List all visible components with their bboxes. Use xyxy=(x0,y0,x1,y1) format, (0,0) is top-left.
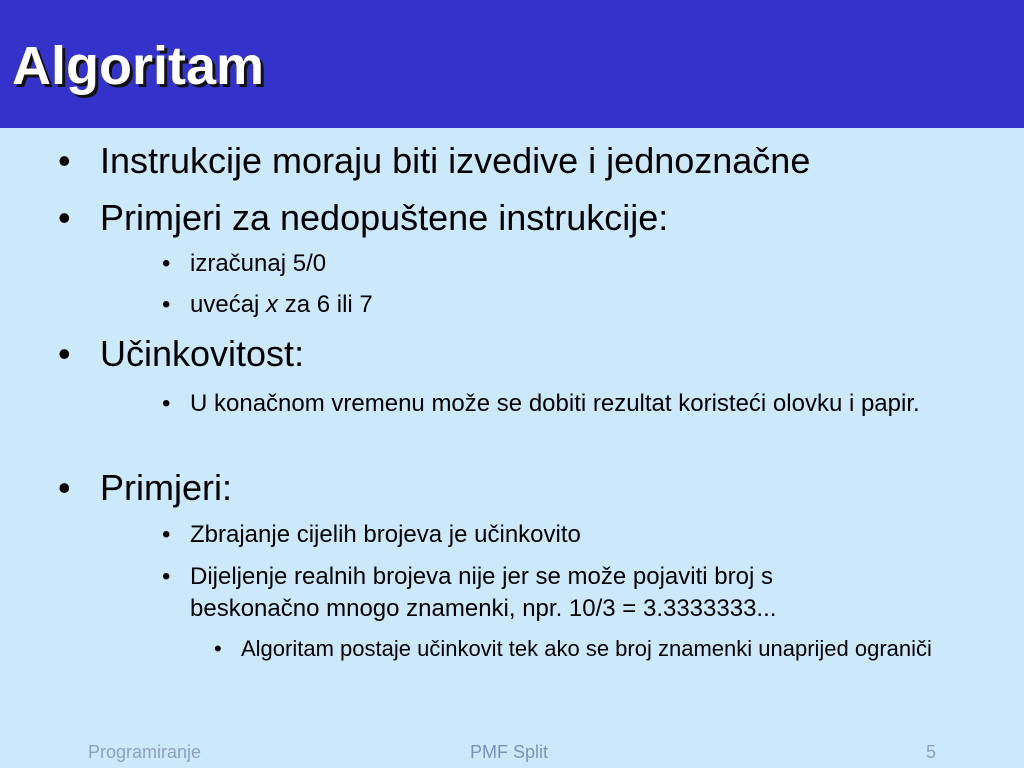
bullet-dot: • xyxy=(162,250,171,277)
bullet-dot: • xyxy=(162,563,171,590)
sub-bullet-text xyxy=(190,289,373,321)
bullet-dot: • xyxy=(214,636,222,661)
bullet-text: Primjeri za nedopuštene instrukcije: xyxy=(100,197,669,238)
bullet-text: Primjeri: xyxy=(100,467,232,508)
sub-bullet-item xyxy=(162,561,882,625)
sub-bullet-item xyxy=(162,248,992,280)
bullet-dot: • xyxy=(162,521,171,548)
bullet-dot: • xyxy=(58,140,71,181)
sub-bullet-text: izračunaj 5/0 xyxy=(190,250,327,277)
bullet-item xyxy=(58,140,978,182)
bullet-text: Instrukcije moraju biti izvedive i jednoznačne xyxy=(100,140,811,181)
sub-sub-bullet-item xyxy=(214,634,964,664)
bullet-text: Učinkovitost: xyxy=(100,333,305,374)
bullet-dot: • xyxy=(162,291,171,318)
bullet-dot: • xyxy=(58,197,71,238)
bullet-item xyxy=(58,467,978,509)
text-part: uvećaj xyxy=(190,291,267,318)
text-part: za 6 ili 7 xyxy=(278,291,373,318)
bullet-dot: • xyxy=(58,467,71,508)
title-bar xyxy=(0,0,1024,128)
footer-institution: PMF Split xyxy=(470,742,549,762)
footer-page-number: 5 xyxy=(926,742,937,762)
bullet-item xyxy=(58,333,978,375)
bullet-dot: • xyxy=(58,333,71,374)
bullet-item xyxy=(58,197,978,239)
sub-sub-bullet-text: Algoritam postaje učinkovit tek ako se broj znamenki unaprijed ograniči xyxy=(241,636,932,661)
slide-title: Algoritam xyxy=(12,36,265,96)
sub-bullet-text: Zbrajanje cijelih brojeva je učinkovito xyxy=(190,521,581,548)
sub-bullet-item xyxy=(162,519,992,551)
sub-bullet-item xyxy=(162,289,992,321)
variable-x: x xyxy=(266,291,279,318)
bullet-dot: • xyxy=(162,390,171,417)
sub-bullet-text: U konačnom vremenu može se dobiti rezultat koristeći olovku i papir. xyxy=(190,390,920,417)
footer-course-name: Programiranje xyxy=(88,742,202,762)
sub-bullet-text: Dijeljenje realnih brojeva nije jer se može pojaviti broj s beskonačno mnogo znamenki, npr. 10/3 = 3.3333333... xyxy=(190,563,777,622)
sub-bullet-item xyxy=(162,388,992,420)
